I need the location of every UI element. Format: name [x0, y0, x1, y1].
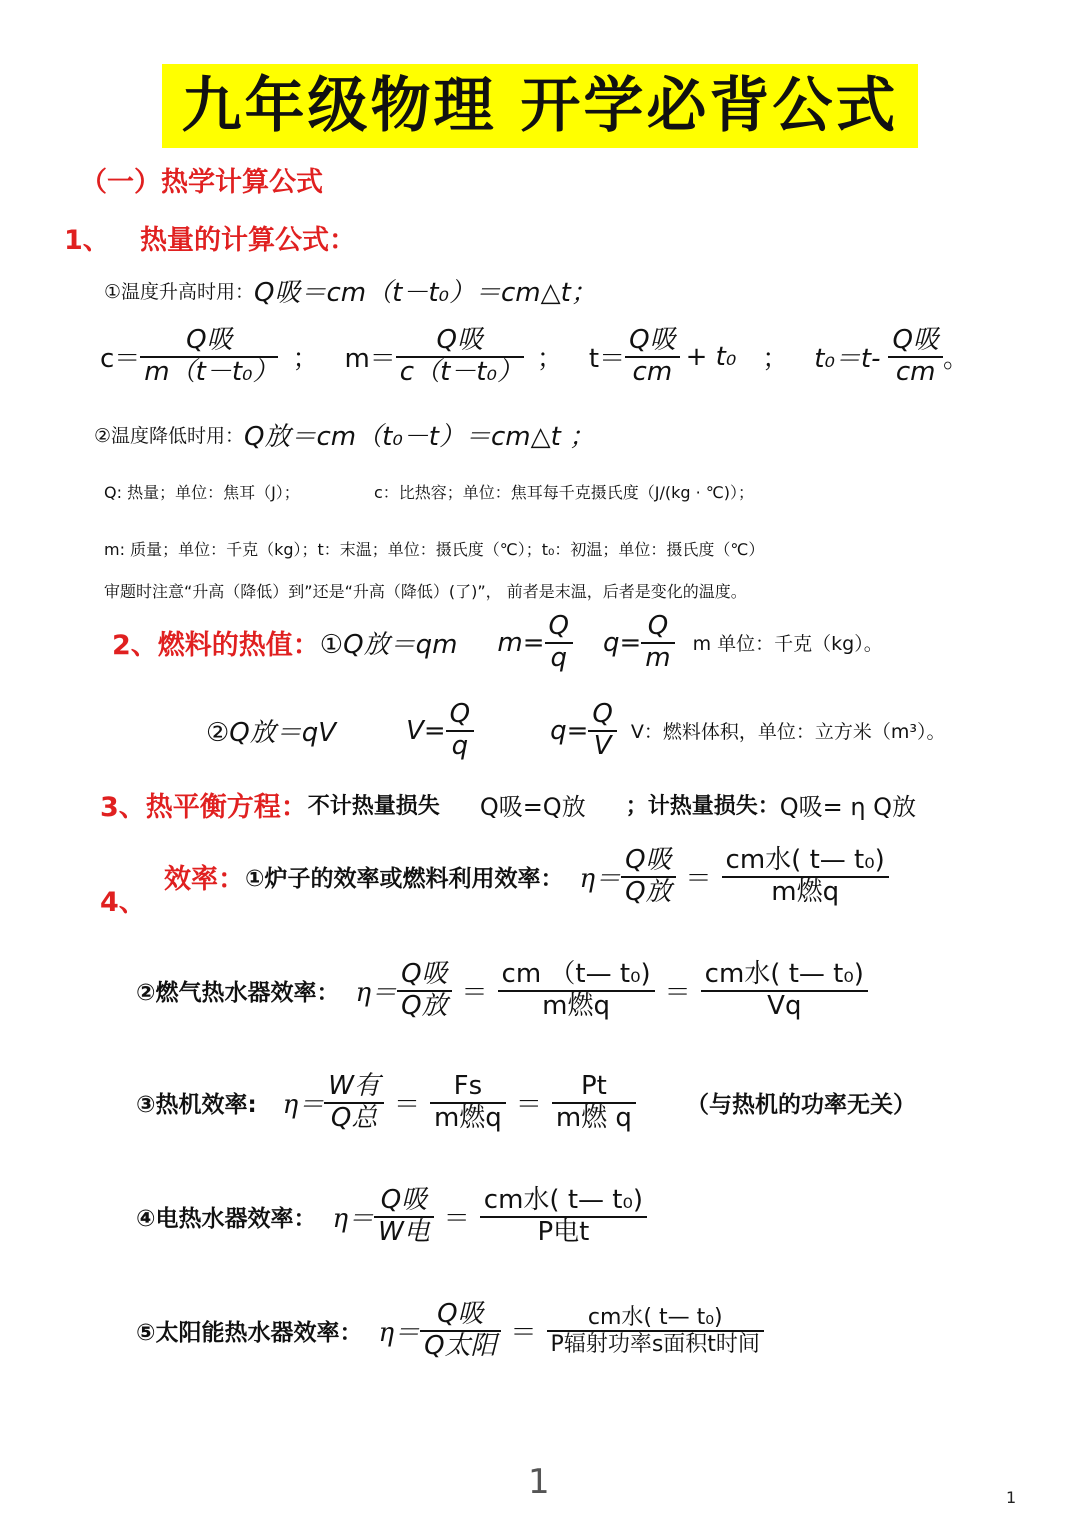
no-loss-formula: Q吸=Q放 — [479, 793, 586, 821]
item1-number: 1、 — [64, 225, 110, 256]
heat-balance-line — [100, 785, 916, 824]
loss-formula: Q吸= η Q放 — [779, 793, 917, 821]
t0-fraction: $\frac{\text{Q吸}}{cm}$ — [888, 326, 942, 388]
v-eq: V= — [406, 715, 446, 746]
eff3-frac1: $\frac{\text{W有}}{\text{Q总}}$ — [324, 1072, 384, 1134]
eff3-frac2: $\frac{Fs}{\text{m燃q}}$ — [430, 1072, 506, 1134]
fall-prefix: ②温度降低时用： — [94, 425, 245, 447]
c-eq: c＝ — [100, 344, 141, 375]
eff3-label: ③热机效率: — [136, 1092, 257, 1119]
fuel-line1 — [112, 612, 883, 674]
eff3-note: （与热机的功率无关） — [685, 1092, 916, 1119]
eff2-frac3: $\frac{\text{cm水( t— t₀)}}{Vq}$ — [701, 960, 868, 1022]
sep: ； — [762, 344, 789, 375]
note-c: c：比热容；单位：焦耳每千克摄氏度（J/(kg · ℃)）； — [374, 483, 755, 502]
eff1-frac1: $\frac{\text{Q吸}}{\text{Q放}}$ — [621, 846, 675, 908]
eff3-frac3: $\frac{Pt}{\text{m燃 q}}$ — [552, 1072, 636, 1134]
equals: ＝ — [515, 1090, 542, 1121]
equals: ＝ — [461, 978, 488, 1009]
c-fraction: $\frac{\text{Q吸}}{\text{m（t－t₀）}}$ — [140, 326, 282, 388]
m-eq2: m= — [497, 627, 545, 658]
m-frac2: $\frac{Q}{q}$ — [545, 612, 573, 674]
note-tip: 审题时注意“升高（降低）到”还是“升高（降低）(了)”， 前者是末温，后者是变化的温度。 — [104, 582, 747, 601]
eff4-label: ④电热水器效率： — [136, 1206, 317, 1233]
q2-eq: q= — [550, 715, 589, 746]
equals: ＝ — [393, 1090, 420, 1121]
eff5-frac1: $\frac{\text{Q吸}}{\text{Q太阳}}$ — [420, 1300, 500, 1362]
period: 。 — [942, 344, 969, 375]
item2-label: 2、燃料的热值： — [112, 630, 320, 662]
eff3-line — [136, 1072, 916, 1134]
t0-eq: t₀＝t- — [814, 344, 881, 375]
eff2-frac1: $\frac{\text{Q吸}}{\text{Q放}}$ — [397, 960, 451, 1022]
eff4-frac1: $\frac{\text{Q吸}}{\text{W电}}$ — [374, 1186, 434, 1248]
item4-label: 效率： — [164, 864, 245, 896]
rise-line — [104, 272, 597, 309]
v-frac: $\frac{Q}{q}$ — [446, 700, 474, 762]
rise-formula: Q吸＝cm（t－t₀）＝cm△t； — [254, 278, 597, 308]
equals: ＝ — [510, 1318, 537, 1349]
eff4-line — [136, 1186, 647, 1248]
eta-symbol: η＝ — [355, 978, 398, 1009]
equals: ＝ — [685, 864, 712, 895]
eta-symbol: η＝ — [282, 1090, 325, 1121]
page-title: 九年级物理 开学必背公式 — [181, 71, 899, 141]
eff1-frac2: $\frac{\text{cm水( t— t₀)}}{\text{m燃q}}$ — [722, 846, 889, 908]
eta-symbol: η＝ — [332, 1204, 375, 1235]
eff5-frac2: $\frac{\text{cm水( t— t₀)}}{\text{P辐射功率s面积t时间}}$ — [547, 1305, 764, 1358]
item1-label: 热量的计算公式： — [140, 225, 356, 256]
loss-label: ；计热量损失： — [625, 794, 780, 819]
page-number: 1 — [528, 1462, 550, 1502]
eff2-line — [136, 960, 868, 1022]
section-heading: （一）热学计算公式 — [80, 167, 323, 198]
eff2-label: ②燃气热水器效率： — [136, 980, 340, 1007]
fuel-unit2: V：燃料体积，单位：立方米（m³）。 — [630, 721, 946, 744]
no-loss-label: 不计热量损失 — [307, 794, 440, 819]
note-m: m: 质量；单位：千克（kg）；t：末温；单位：摄氏度（℃）；t₀：初温；单位：摄氏度（℃） — [104, 540, 765, 559]
sep: ； — [536, 344, 563, 375]
q2-frac: $\frac{Q}{V}$ — [588, 700, 616, 762]
eff1-label: ①炉子的效率或燃料利用效率： — [245, 866, 564, 893]
equals: ＝ — [664, 978, 691, 1009]
corner-page-number: 1 — [1006, 1488, 1017, 1507]
rise-prefix: ①温度升高时用： — [104, 281, 255, 303]
fuel-line2 — [206, 700, 946, 762]
eff5-label: ⑤太阳能热水器效率： — [136, 1320, 363, 1347]
sep: ； — [292, 344, 319, 375]
derived-formulas — [100, 326, 969, 388]
eta-symbol: η＝ — [579, 864, 622, 895]
fall-formula: Q放＝cm（t₀－t）＝cm△t ； — [244, 422, 596, 452]
fall-line — [94, 416, 595, 453]
fuel-formula2: ②Q放＝qV — [206, 718, 337, 749]
equals: ＝ — [443, 1204, 470, 1235]
t-eq: t＝ — [588, 344, 626, 375]
q-eq: q= — [603, 627, 642, 658]
t-tail: + t₀ — [685, 341, 737, 372]
note-q: Q: 热量；单位：焦耳（J）； — [104, 483, 300, 502]
eff1-line — [164, 846, 889, 908]
eff2-frac2: $\frac{\text{cm （t— t₀)}}{\text{m燃q}}$ — [498, 960, 655, 1022]
m-eq: m＝ — [344, 344, 396, 375]
item3-label: 3、热平衡方程： — [100, 792, 308, 823]
m-fraction: $\frac{\text{Q吸}}{\text{c（t－t₀）}}$ — [396, 326, 527, 388]
t-fraction: $\frac{\text{Q吸}}{cm}$ — [625, 326, 679, 388]
item4-number: 4、 — [100, 887, 146, 918]
q-frac: $\frac{Q}{m}$ — [641, 612, 674, 674]
eff4-frac2: $\frac{\text{cm水( t— t₀)}}{\text{P电t}}$ — [480, 1186, 647, 1248]
eta-symbol: η＝ — [378, 1318, 421, 1349]
eff5-line — [136, 1300, 764, 1362]
fuel-formula1: ①Q放＝qm — [319, 630, 458, 661]
fuel-unit1: m 单位：千克（kg）。 — [692, 633, 883, 656]
